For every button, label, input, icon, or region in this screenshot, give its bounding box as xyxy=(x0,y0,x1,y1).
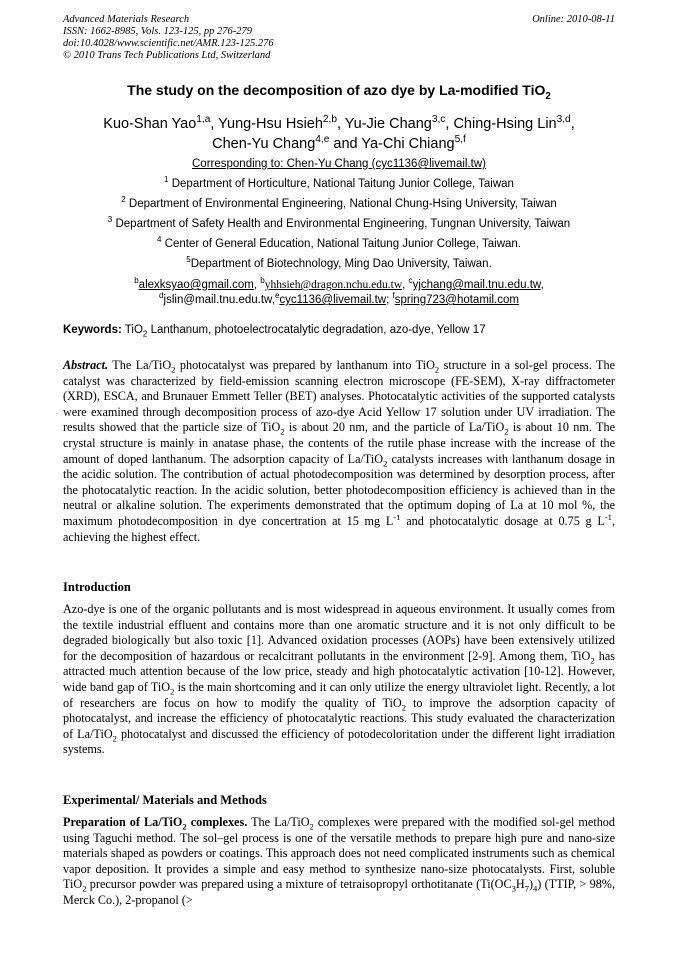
introduction-text xyxy=(63,602,615,758)
author-sup: 1,a xyxy=(196,114,211,126)
keywords-label: Keywords: xyxy=(63,324,122,336)
online-date: Online: 2010-08-11 xyxy=(532,14,615,25)
email-list: $^b$alexksyao@gmail.com, $^b$yhhsieh@dragon.nchu.edu.tw, $^c$yjchang@mail.tnu.edu.tw, $^d$jslin@mail.tnu.edu.tw,$^e$cyc1136@livemail.tw; $^f$spring723@hotamil.com xyxy=(134,276,544,306)
affiliation-sup: 4 xyxy=(157,235,162,245)
author-name: Kuo-Shan Yao xyxy=(103,116,197,132)
subscript: 2 xyxy=(504,426,509,437)
copyright-line: © 2010 Trans Tech Publications Ltd, Switzerland xyxy=(63,50,271,61)
author-list: Kuo-Shan Yao$^{1,a}$, Yung-Hsu Hsieh$^{2,b}$, Yu-Jie Chang$^{3,c}$, Ching-Hsing Lin$^{3,d}$, Chen-Yu Chang$^{4,e}$ and Ya-Chi Chiang$^{5,f}$ xyxy=(103,114,575,152)
affiliation xyxy=(40,257,638,272)
subscript: 2 xyxy=(171,364,176,375)
keyword-text: Lanthanum, photoelectrocatalytic degradation, azo-dye, Yellow 17 xyxy=(147,324,486,336)
subsection-lead: complexes. xyxy=(186,815,248,829)
subscript: 2 xyxy=(82,883,87,894)
abstract-text: catalysts increases with lanthanum dosage in the acidic solution. The contribution of actual photodecomposition was determined by desorption process, after the photocatalytic reaction. In the acidic solution, better photodecomposition efficiency is achieved than in the neutral or alkaline solution. The experiments demonstrated that the optimum doping of La at 10 mol %, the maximum photodecomposition in dye concertration at 15 mg L xyxy=(63,451,615,528)
methods-text: ) xyxy=(528,877,534,892)
affiliation xyxy=(40,177,638,192)
journal-header xyxy=(63,14,615,62)
doi-line: doi:10.4028/www.scientific.net/AMR.123-125.276 xyxy=(63,38,274,49)
abstract-text: The La/TiO xyxy=(108,358,172,372)
subscript: 7 xyxy=(524,883,529,894)
affiliation xyxy=(40,237,638,252)
subscript: 2 xyxy=(170,686,175,697)
author-sup: 3,c xyxy=(431,114,446,126)
email-link[interactable]: yjchang@mail.tnu.edu.tw xyxy=(412,279,541,291)
intro-text: photocatalyst and discussed the efficiency of potodecoloritation under the different light irradiation systems. xyxy=(63,726,615,757)
email-link[interactable]: jslin@mail.tnu.edu.tw xyxy=(163,294,272,306)
methods-text: precursor powder was prepared using a mixture of tetraisopropyl orthotitanate (Ti(OC xyxy=(86,877,512,892)
email-link[interactable]: yhhsieh@dragon.nchu.edu.tw xyxy=(264,279,403,291)
affiliation-text: Department of Biotechnology, Ming Dao University, Taiwan. xyxy=(190,258,492,270)
methods-text: H xyxy=(515,877,525,892)
email-link[interactable]: alexksyao@gmail.com xyxy=(138,279,254,291)
affiliation-sup: 1 xyxy=(164,175,169,185)
author-name: Ching-Hsing Lin xyxy=(453,116,557,132)
separator: ; xyxy=(386,294,393,306)
affiliation-text: Department of Safety Health and Environmental Engineering, Tungnan University, Taiwan xyxy=(115,218,571,230)
author-sup: 4,e xyxy=(315,134,330,146)
abstract-text: and photocatalytic dosage at 0.75 g L xyxy=(400,513,605,528)
methods-text xyxy=(63,815,615,909)
subsection-lead: Preparation of La/TiO xyxy=(63,815,183,829)
section-heading-introduction: Introduction xyxy=(63,580,131,594)
email-sup: b xyxy=(260,276,265,286)
separator: and xyxy=(329,136,362,152)
title-text: The study on the decomposition of azo dye by La-modified TiO xyxy=(127,82,546,98)
section-heading-methods: Experimental/ Materials and Methods xyxy=(63,793,267,807)
intro-text: is the main shortcoming and it can only utilize the energy ultraviolet light. Recently, a lot of researchers are focus on how to modify the quality of TiO xyxy=(63,679,615,710)
journal-name: Advanced Materials Research xyxy=(63,14,190,25)
abstract-text: is about 10 nm. The crystal structure is mainly in anatase phase, the contents of the rutile phase increase with the increase of the amount of doped lanthanum. The adsorption capacity of La/TiO xyxy=(63,420,615,466)
subscript: 2 xyxy=(280,426,285,437)
methods-text: ) (TTIP, > 98%, Merck Co.), 2-propanol (> xyxy=(63,877,615,907)
affiliation xyxy=(40,217,638,232)
affiliation-sup: 5 xyxy=(186,255,191,265)
separator: , xyxy=(210,116,219,132)
affiliation-text: Department of Horticulture, National Taitung Junior College, Taiwan xyxy=(171,178,514,190)
corresponding-author-link[interactable]: Corresponding to: Chen-Yu Chang (cyc1136@livemail.tw) xyxy=(192,158,486,170)
affiliation-sup: 3 xyxy=(107,215,113,225)
intro-text: to improve the adsorption capacity of photocatalyst, and increase the efficiency of photocatalytic reactions. This study evaluated the characterization of La/TiO xyxy=(63,695,616,741)
subscript: 2 xyxy=(590,655,595,666)
author-name: Yu-Jie Chang xyxy=(344,116,432,132)
subscript: 2 xyxy=(434,364,440,375)
affiliation-text: Center of General Education, National Taitung Junior College, Taiwan. xyxy=(164,238,521,250)
affiliation-sup: 2 xyxy=(121,195,126,205)
email-sup: f xyxy=(392,291,395,301)
subscript: 4 xyxy=(533,883,538,894)
superscript: -1 xyxy=(393,511,401,522)
subscript: 2 xyxy=(112,733,117,744)
abstract-text: photocatalyst was prepared by lanthanum into TiO xyxy=(175,358,435,372)
author-sup: 2,b xyxy=(322,114,337,126)
abstract-text: is about 20 nm, and the particle of La/TiO xyxy=(284,420,505,435)
subscript: 2 xyxy=(309,821,314,832)
methods-text: complexes were prepared with the modified sol-gel method using Taguchi method. The sol–gel process is one of the versatile methods to prepare high pure and nano-size materials shaped as powders or coatings. This approach does not need complicated instruments such as chemical vapor deposition. It provides a simple and easy method to synthesize nano-size photocatalysts. First, soluble TiO xyxy=(63,815,615,892)
separator: , xyxy=(337,116,345,132)
email-sup: d xyxy=(159,291,164,301)
separator: , xyxy=(253,279,261,291)
author-name: Ya-Chi Chiang xyxy=(361,136,455,152)
subscript: 2 xyxy=(142,329,148,339)
abstract-text: structure in a sol-gel process. The catalyst was characterized by field-emission scanning electron microscope (FE-SEM), X-ray diffractometer (XRD), ESCA, and Brunauer Emmett Teller (BET) analyses. Photocatalytic activities of the supported catalysts were examined through decomposition process of azo-dye Acid Yellow 17 solution under UV irradiation. The results showed that the particle size of TiO xyxy=(63,358,616,435)
author-sup: 3,d xyxy=(556,114,571,126)
title-subscript: 2 xyxy=(545,90,551,102)
email-sup: b xyxy=(134,276,139,286)
paper-title xyxy=(40,82,638,102)
email-sup: c xyxy=(408,276,413,286)
abstract-text: , achieving the highest effect. xyxy=(63,513,615,544)
subscript: 2 xyxy=(182,821,187,832)
intro-text: Azo-dye is one of the organic pollutants and is most widespread in aqueous environment. It usually comes from the textile industrial effluent and contains more than one aromatic structure and it is not only difficult to be degraded biologically but also toxic [1]. Advanced oxidation processes (AOPs) have been extensively utilized for the decomposition of hazardous or recalcitrant pollutants in the environment [2-9]. Among them, TiO xyxy=(63,602,615,663)
keyword-text: TiO xyxy=(124,324,143,336)
keywords xyxy=(63,324,486,339)
author-sup: 5,f xyxy=(454,134,466,146)
affiliation-text: Department of Environmental Engineering, National Chung-Hsing University, Taiwan xyxy=(128,198,557,210)
subscript: 2 xyxy=(383,458,388,468)
separator: , xyxy=(402,279,409,291)
author-name: Yung-Hsu Hsieh xyxy=(218,116,323,132)
subscript: 3 xyxy=(511,883,516,894)
superscript: -1 xyxy=(604,511,612,522)
email-link[interactable]: spring723@hotamil.com xyxy=(394,294,519,306)
email-link[interactable]: cyc1136@livemail.tw xyxy=(279,294,387,306)
issn-line: ISSN: 1662-8985, Vols. 123-125, pp 276-279 xyxy=(63,26,252,37)
abstract-label: Abstract. xyxy=(63,358,109,372)
email-sup: e xyxy=(274,291,280,301)
subscript: 2 xyxy=(401,702,406,712)
affiliation xyxy=(40,197,638,212)
abstract xyxy=(63,358,615,545)
separator: , xyxy=(445,116,454,132)
author-name: Chen-Yu Chang xyxy=(212,136,316,152)
methods-text: The La/TiO xyxy=(247,815,310,829)
intro-text: has attracted much attention because of the low price, steady and high photocatalytic activation [10-12]. However, wide band gap of TiO xyxy=(63,648,615,694)
